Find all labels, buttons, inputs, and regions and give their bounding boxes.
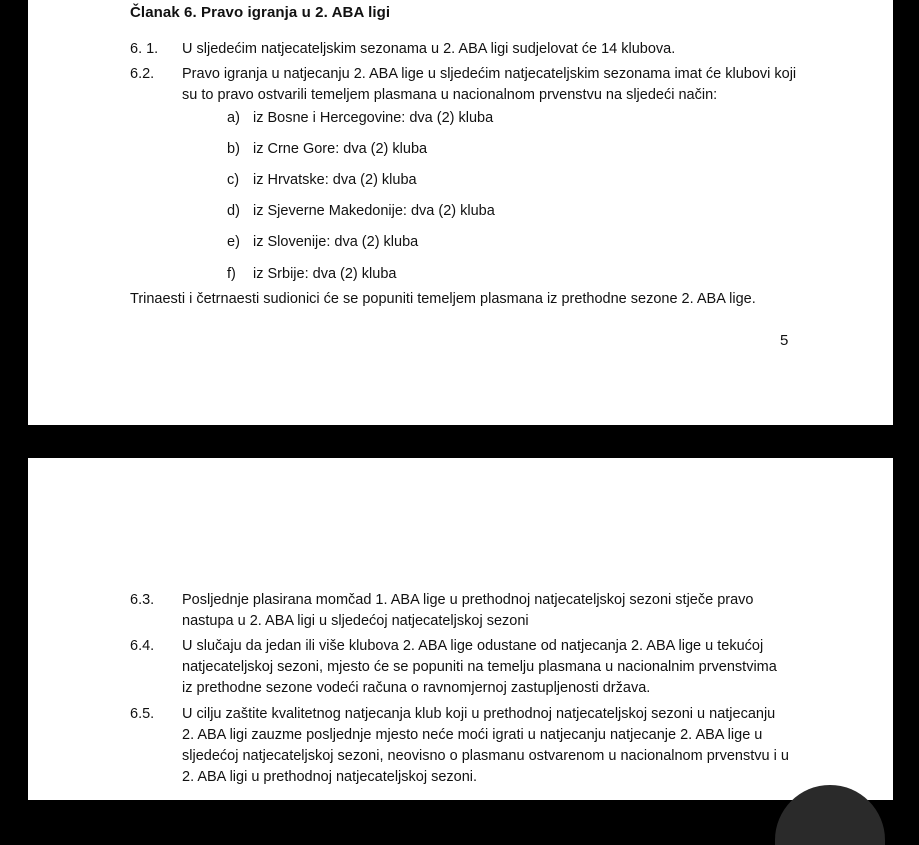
clause-text: U slučaju da jedan ili više klubova 2. ABA lige odustane od natjecanja 2. ABA lige u tekućoj xyxy=(182,638,764,654)
list-letter: c) xyxy=(227,172,240,188)
page-number: 5 xyxy=(780,332,789,349)
list-letter: a) xyxy=(227,110,240,126)
article-title: Članak 6. Pravo igranja u 2. ABA ligi xyxy=(130,4,391,21)
list-item: iz Hrvatske: dva (2) kluba xyxy=(253,172,417,188)
list-letter: d) xyxy=(227,203,240,219)
clause-number: 6.4. xyxy=(130,638,155,654)
document-page-6 xyxy=(28,458,893,800)
list-item: iz Slovenije: dva (2) kluba xyxy=(253,234,419,250)
list-letter: b) xyxy=(227,141,240,157)
clause-text: 2. ABA ligi zauzme posljednje mjesto neće moći igrati u natjecanju natjecanje 2. ABA lige u xyxy=(182,727,763,743)
clause-text: 2. ABA ligi u prethodnoj natjecateljskoj sezoni. xyxy=(182,769,478,785)
clause-text: Posljednje plasirana momčad 1. ABA lige u prethodnoj natjecateljskoj sezoni stječe pravo xyxy=(182,592,754,608)
clause-text: natjecateljskoj sezoni, mjesto će se popuniti na temelju plasmana u nacionalnim prvenstvima xyxy=(182,659,777,675)
clause-number: 6.5. xyxy=(130,706,155,722)
list-letter: e) xyxy=(227,234,240,250)
clause-text: nastupa u 2. ABA ligi u sljedećoj natjecateljskoj sezoni xyxy=(182,613,529,629)
list-item: iz Bosne i Hercegovine: dva (2) kluba xyxy=(253,110,494,126)
clause-text: U cilju zaštite kvalitetnog natjecanja klub koji u prethodnoj natjecateljskoj sezoni u natjecanju xyxy=(182,706,776,722)
clause-text: su to pravo ostvarili temeljem plasmana u nacionalnom prvenstvu na sljedeći način: xyxy=(182,87,718,103)
clause-text: Pravo igranja u natjecanju 2. ABA lige u sljedećim natjecateljskim sezonama imat će klubovi koji xyxy=(182,66,797,82)
closing-paragraph: Trinaesti i četrnaesti sudionici će se popuniti temeljem plasmana iz prethodne sezone 2. ABA lige. xyxy=(130,291,756,307)
list-letter: f) xyxy=(227,266,236,282)
document-page-5 xyxy=(28,0,893,425)
clause-number: 6.3. xyxy=(130,592,155,608)
clause-number: 6. 1. xyxy=(130,41,159,57)
list-item: iz Sjeverne Makedonije: dva (2) kluba xyxy=(253,203,495,219)
clause-text: sljedećoj natjecateljskoj sezoni, neovisno o plasmanu ostvarenom u nacionalnom prvenstvu i u xyxy=(182,748,789,764)
list-item: iz Srbije: dva (2) kluba xyxy=(253,266,397,282)
list-item: iz Crne Gore: dva (2) kluba xyxy=(253,141,428,157)
clause-text: iz prethodne sezone vodeći računa o ravnomjernoj zastupljenosti država. xyxy=(182,680,651,696)
clause-text: U sljedećim natjecateljskim sezonama u 2. ABA ligi sudjelovat će 14 klubova. xyxy=(182,41,676,57)
clause-number: 6.2. xyxy=(130,66,155,82)
